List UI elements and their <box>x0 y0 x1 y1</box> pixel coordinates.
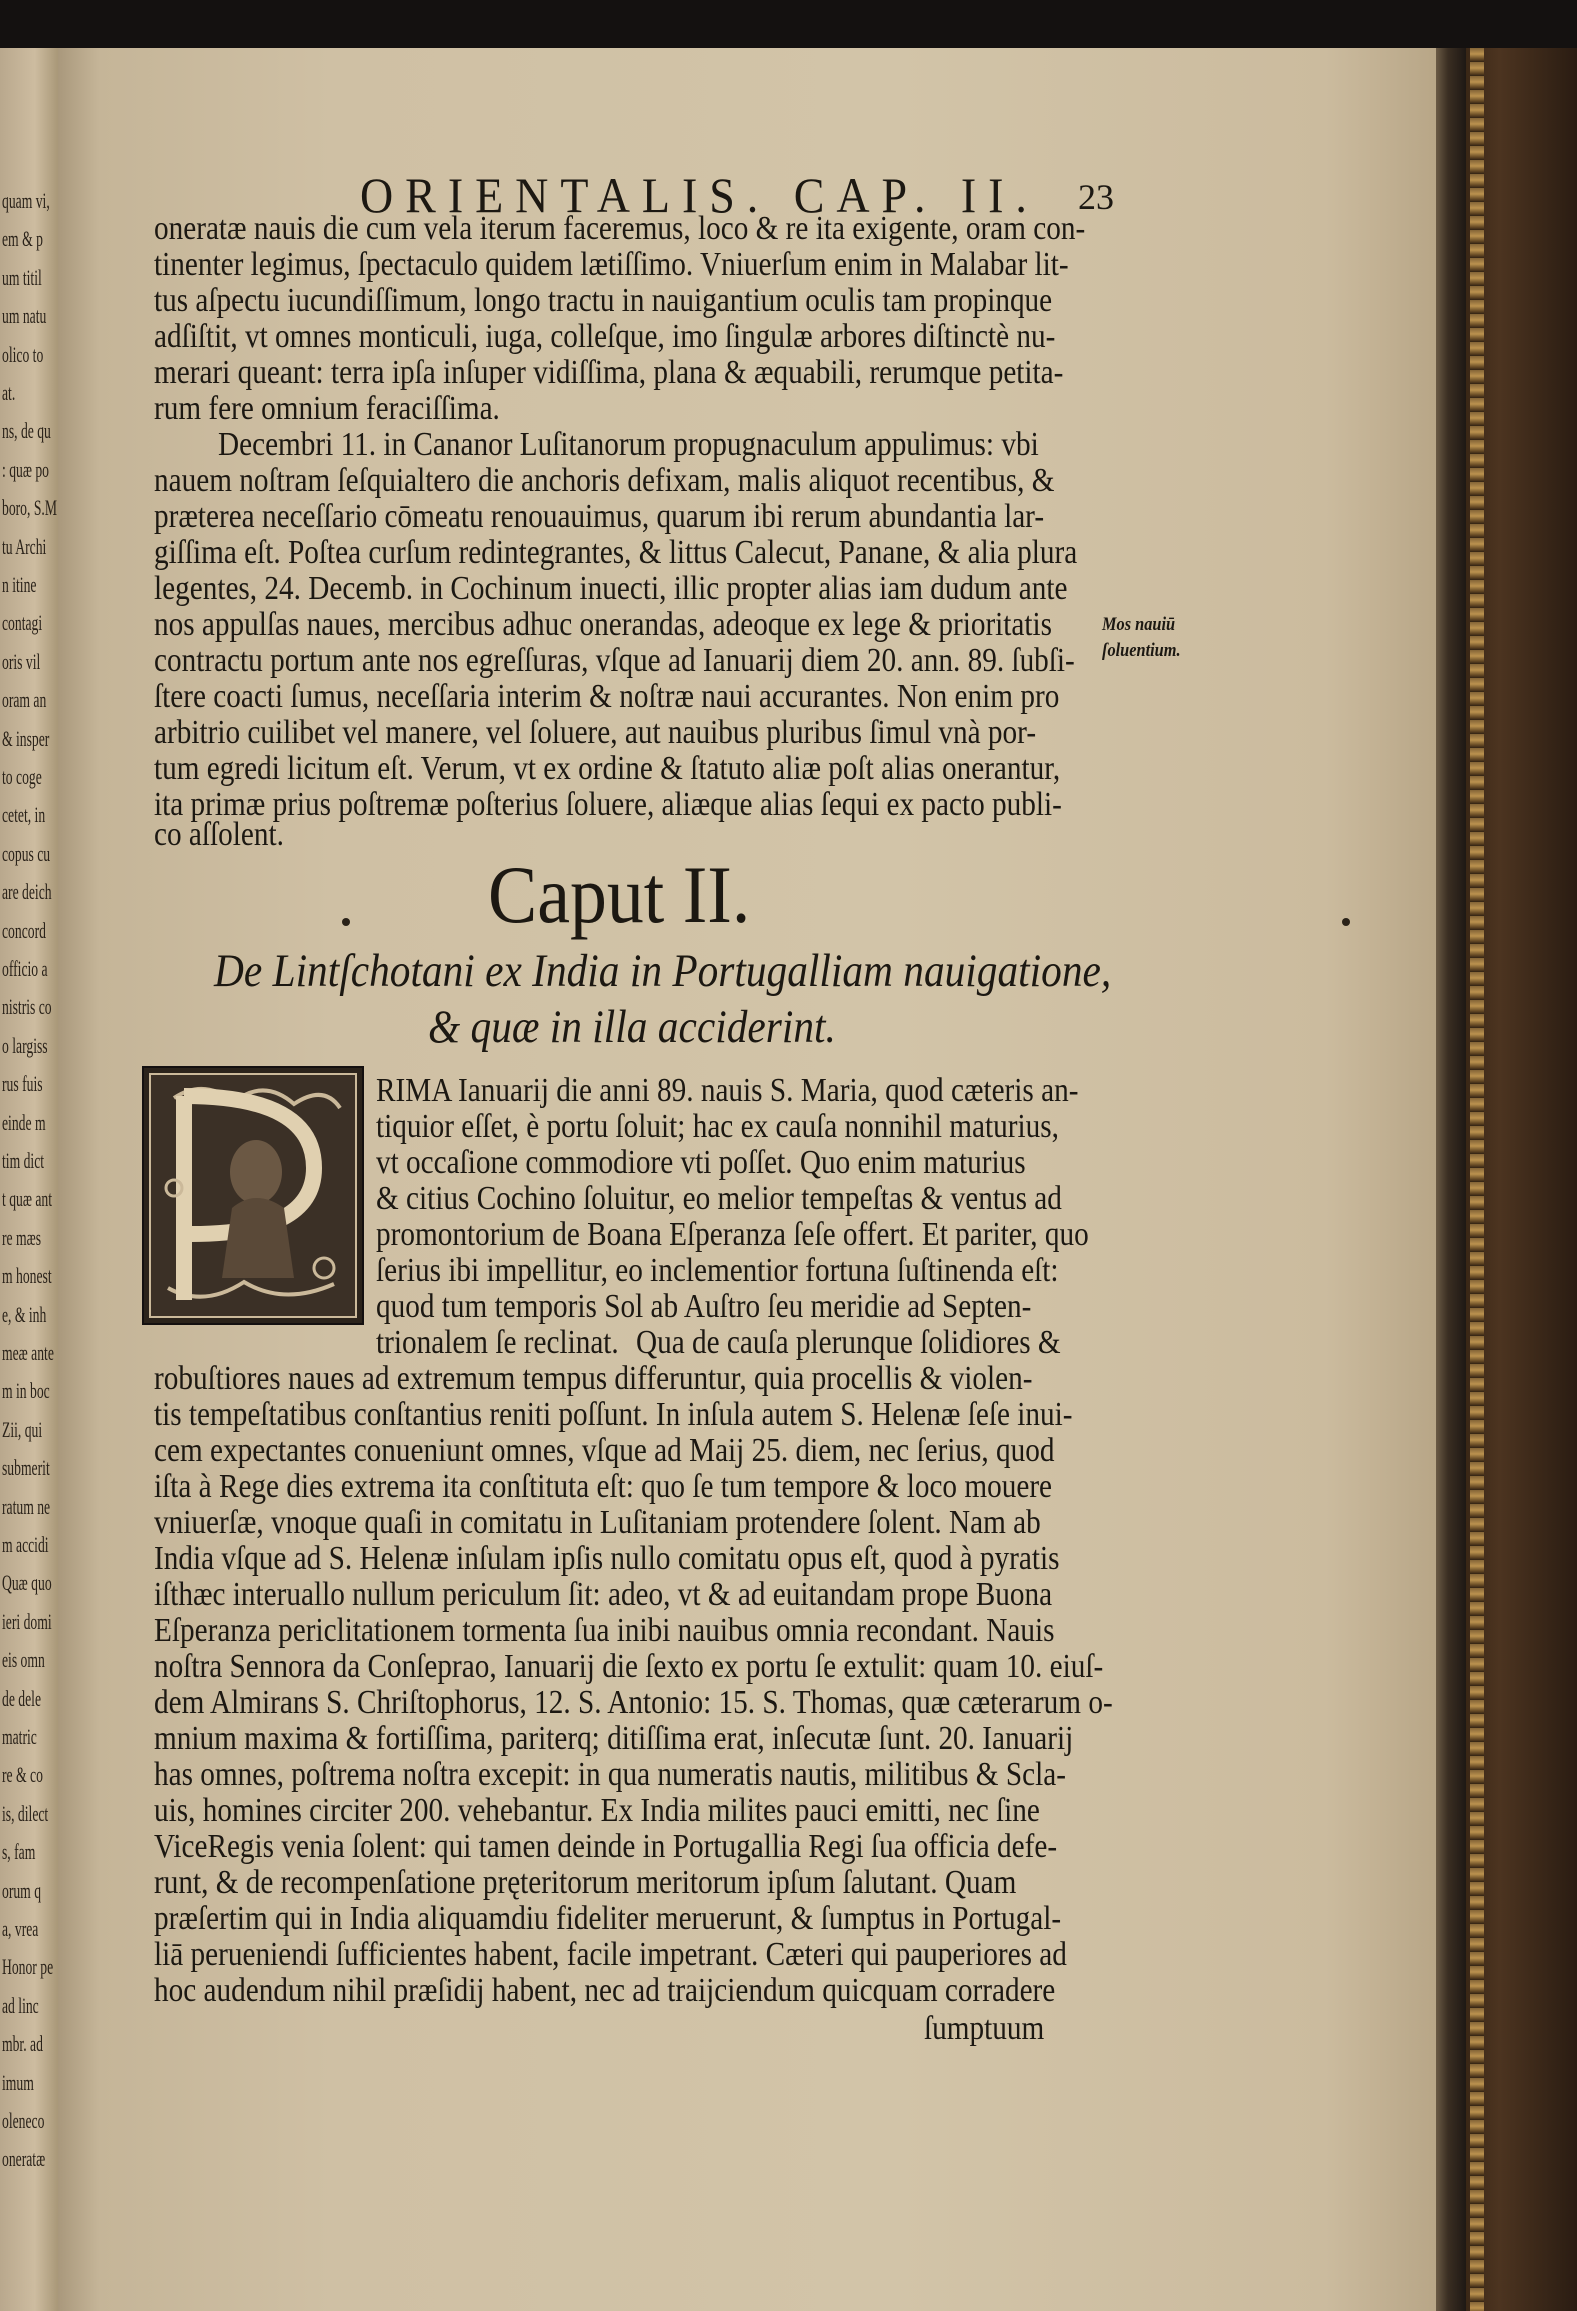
text-line: India vſque ad S. Helenæ inſulam ipſis nullo comitatu opus eſt, quod à pyratis <box>154 1540 1060 1577</box>
left-page-fragment: n itine <box>2 572 37 597</box>
chapter-heading: Caput II. <box>488 849 751 940</box>
folio-number: 23 <box>1078 177 1114 217</box>
left-page-fragment: re mæs <box>2 1224 42 1250</box>
text-line: tinenter legimus, ſpectaculo quidem lætiſſimo. Vniuerſum enim in Malabar lit- <box>154 246 1069 283</box>
text-line: tis tempeſtatibus conſtantius reniti poſſunt. In inſula autem S. Helenæ ſeſe inui- <box>154 1396 1073 1433</box>
left-page-fragment: are deich <box>2 879 52 905</box>
text-line: merari queant: terra ipſa inſuper vidiſſima, plana & æquabili, rerumque petita- <box>154 354 1064 391</box>
left-page-fragment: um natu <box>2 303 47 329</box>
left-page-fragment: concord <box>2 917 46 943</box>
chapter-subtitle-line: De Lintſchotani ex India in Portugalliam nauigatione, <box>214 945 1112 997</box>
left-page-fragment: matric <box>2 1724 37 1749</box>
left-page-fragment: ns, de qu <box>2 418 51 444</box>
left-page-fragment: eis omn <box>2 1647 45 1673</box>
text-line: cem expectantes conueniunt omnes, vſque ad Maij 25. diem, nec ſerius, quod <box>154 1432 1055 1469</box>
left-page-fragment: oneratæ <box>2 2146 46 2172</box>
left-page-fragment: olico to <box>2 341 44 367</box>
left-page-fragment: de dele <box>2 1685 42 1711</box>
left-page-fragment: ieri domi <box>2 1608 52 1634</box>
text-line: has omnes, poſtrema noſtra excepit: in qua numeratis nautis, militibus & Scla- <box>154 1756 1066 1793</box>
text-line: vt occaſione commodiore vti poſſet. Quo enim maturius <box>376 1144 1026 1181</box>
left-page-fragment: rus fuis <box>2 1071 43 1097</box>
text-line: contractu portum ante nos egreſſuras, vſque ad Ianuarij diem 20. ann. 89. ſubſi- <box>154 642 1075 679</box>
left-page-fragment: nistris co <box>2 994 52 1020</box>
text-line: & citius Cochino ſoluitur, eo melior tempeſtas & ventus ad <box>376 1180 1062 1217</box>
text-line: nauem noſtram ſeſquialtero die anchoris defixam, malis aliquot recentibus, & <box>154 462 1055 499</box>
text-line: legentes, 24. Decemb. in Cochinum inuecti, illic propter alias iam dudum ante <box>154 570 1068 607</box>
page-gutter-shadow <box>1436 48 1466 2311</box>
left-page-fragment: em & p <box>2 226 43 252</box>
text-line: giſſima eſt. Poſtea curſum redintegrantes, & littus Calecut, Panane, & alia plura <box>154 534 1078 571</box>
text-line: uis, homines circiter 200. vehebantur. Ex India milites pauci emitti, nec ſine <box>154 1792 1040 1829</box>
text-line: ſerius ibi impellitur, eo inclementior fortuna ſuſtinenda eſt: <box>376 1252 1059 1289</box>
text-line: iſthæc interuallo nullum periculum ſit: adeo, vt & ad euitandam prope Buona <box>154 1576 1053 1613</box>
left-page-fragment: a, vrea <box>2 1916 39 1941</box>
left-page-edge <box>0 48 58 2311</box>
left-page-fragment: o largiss <box>2 1032 48 1058</box>
decorated-initial-p <box>142 1066 364 1325</box>
left-page-fragment: & insper <box>2 725 50 751</box>
left-page-fragment: to coge <box>2 764 42 789</box>
left-page-fragment: oleneco <box>2 2108 45 2133</box>
text-line: dem Almirans S. Chriſtophorus, 12. S. Antonio: 15. S. Thomas, quæ cæterarum o- <box>154 1684 1113 1721</box>
spine-ornament <box>1470 48 1484 2311</box>
left-page-fragment: einde m <box>2 1109 46 1135</box>
text-line: tum egredi licitum eſt. Verum, vt ex ordine & ſtatuto aliæ poſt alias onerantur, <box>154 750 1061 787</box>
left-page-fragment: orum q <box>2 1877 42 1903</box>
text-line: hoc audendum nihil præſidij habent, nec ad traijciendum quicquam corradere <box>154 1972 1056 2009</box>
left-page-fragment: quam vi, <box>2 188 50 213</box>
text-line: rum fere omnium feraciſſima. <box>154 390 500 427</box>
left-page-fragment: officio a <box>2 956 48 981</box>
catchword: ſumptuum <box>924 2010 1045 2047</box>
left-page-fragment: is, dilect <box>2 1800 49 1826</box>
ornament-dot <box>1342 918 1350 926</box>
left-page-fragment: um titil <box>2 264 42 290</box>
left-page-fragment: tu Archi <box>2 533 47 559</box>
text-line: præſertim qui in India aliquamdiu fideliter meruerunt, & ſumptus in Portugal- <box>154 1900 1062 1937</box>
text-line: promontorium de Boana Eſperanza ſeſe offert. Et pariter, quo <box>376 1216 1089 1253</box>
text-line: oneratæ nauis die cum vela iterum faceremus, loco & re ita exigente, oram con- <box>154 210 1086 247</box>
text-line: vniuerſæ, vnoque quaſi in comitatu in Luſitaniam protendere ſolent. Nam ab <box>154 1504 1041 1541</box>
left-page-fragment: Quæ quo <box>2 1570 52 1596</box>
text-line: ſtere coacti ſumus, neceſſaria interim & noſtræ naui accurantes. Non enim pro <box>154 678 1060 715</box>
text-line: Eſperanza periclitationem tormenta ſua inibi nauibus omnia recondant. Nauis <box>154 1612 1055 1649</box>
text-line: robuſtiores naues ad extremum tempus differuntur, quia procellis & violen- <box>154 1360 1033 1397</box>
text-line: tiquior eſſet, è portu ſoluit; hac ex cauſa nonnihil maturius, <box>376 1108 1059 1145</box>
text-line: noſtra Sennora da Conſeprao, Ianuarij die ſexto ex portu ſe extulit: quam 10. eiuſ- <box>154 1648 1104 1685</box>
left-page-fragment: ad linc <box>2 1992 39 2018</box>
text-line: arbitrio cuilibet vel manere, vel ſoluere, aut nauibus pluribus ſimul vnà por- <box>154 714 1037 751</box>
left-page-fragment: meæ ante <box>2 1340 54 1365</box>
chapter-subtitle-line: & quæ in illa acciderint. <box>428 1001 836 1053</box>
ornament-dot <box>342 918 350 926</box>
text-line: iſta à Rege dies extrema ita conſtituta eſt: quo ſe tum tempore & loco mouere <box>154 1468 1053 1505</box>
left-page-fragment: Honor pe <box>2 1954 54 1980</box>
left-page-fragment: at. <box>2 380 16 405</box>
margin-note-line: ſoluentium. <box>1102 640 1181 661</box>
left-page-fragment: submerit <box>2 1455 50 1481</box>
left-page-fragment: cetet, in <box>2 802 46 828</box>
text-line: tus aſpectu iucundiſſimum, longo tractu in nauigantium oculis tam propinque <box>154 282 1053 319</box>
left-page-fragment: oris vil <box>2 648 41 674</box>
left-page-fragment: e, & inh <box>2 1301 47 1327</box>
left-page-fragment: : quæ po <box>2 456 49 482</box>
left-page-fragment: m accidi <box>2 1532 49 1557</box>
left-page-fragment: m in boc <box>2 1378 50 1404</box>
left-page-fragment: re & co <box>2 1762 43 1788</box>
text-line: liā perueniendi ſufficientes habent, facile impetrant. Cæteri qui pauperiores ad <box>154 1936 1067 1973</box>
left-page-fragment: mbr. ad <box>2 2031 43 2057</box>
margin-note-line: Mos nauiū <box>1102 614 1176 635</box>
text-line: RIMA Ianuarij die anni 89. nauis S. Maria, quod cæteris an- <box>376 1072 1079 1109</box>
text-line: co aſſolent. <box>154 816 284 853</box>
left-page-fragment: oram an <box>2 687 47 713</box>
text-line: quod tum temporis Sol ab Auſtro ſeu meridie ad Septen- <box>376 1288 1032 1325</box>
text-line: præterea neceſſario cōmeatu renouauimus, quarum ibi rerum abundantia lar- <box>154 498 1045 535</box>
text-line: Decembri 11. in Cananor Luſitanorum propugnaculum appulimus: vbi <box>218 426 1039 463</box>
left-page-fragment: ratum ne <box>2 1493 51 1519</box>
left-page-fragment: imum <box>2 2069 34 2095</box>
text-line: ViceRegis venia ſolent: qui tamen deinde in Portugallia Regi ſua officia defe- <box>154 1828 1058 1865</box>
text-line: trionalem ſe reclinat. <box>376 1324 619 1361</box>
running-head: ORIENTALIS. CAP. II. <box>360 167 1039 223</box>
text-line: adſiſtit, vt omnes monticuli, iuga, colleſque, imo ſingulæ arbores diſtinctè nu- <box>154 318 1056 355</box>
left-page-fragment: copus cu <box>2 840 51 866</box>
left-page-fragment: t quæ ant <box>2 1186 53 1212</box>
text-line: runt, & de recompenſatione pręteritorum meritorum ipſum ſalutant. Quam <box>154 1864 1017 1901</box>
text-line: ita primæ prius poſtremæ poſterius ſoluere, aliæque alias ſequi ex pacto publi- <box>154 786 1062 823</box>
text-line: mnium maxima & fortiſſima, pariterq; ditiſſima erat, inſecutæ ſunt. 20. Ianuarij <box>154 1720 1074 1757</box>
left-page-fragment: s, fam <box>2 1839 36 1865</box>
text-line: Qua de cauſa plerunque ſolidiores & <box>636 1324 1061 1361</box>
left-page-fragment: tim dict <box>2 1148 45 1173</box>
left-page-fragment: boro, S.M <box>2 495 57 521</box>
left-page-fragment: Zii, qui <box>2 1416 43 1442</box>
initial-engraving-icon <box>144 1068 362 1323</box>
text-line: nos appulſas naues, mercibus adhuc onerandas, adeoque ex lege & prioritatis <box>154 606 1053 643</box>
left-page-fragment: m honest <box>2 1263 52 1289</box>
left-page-fragment: contagi <box>2 610 43 636</box>
